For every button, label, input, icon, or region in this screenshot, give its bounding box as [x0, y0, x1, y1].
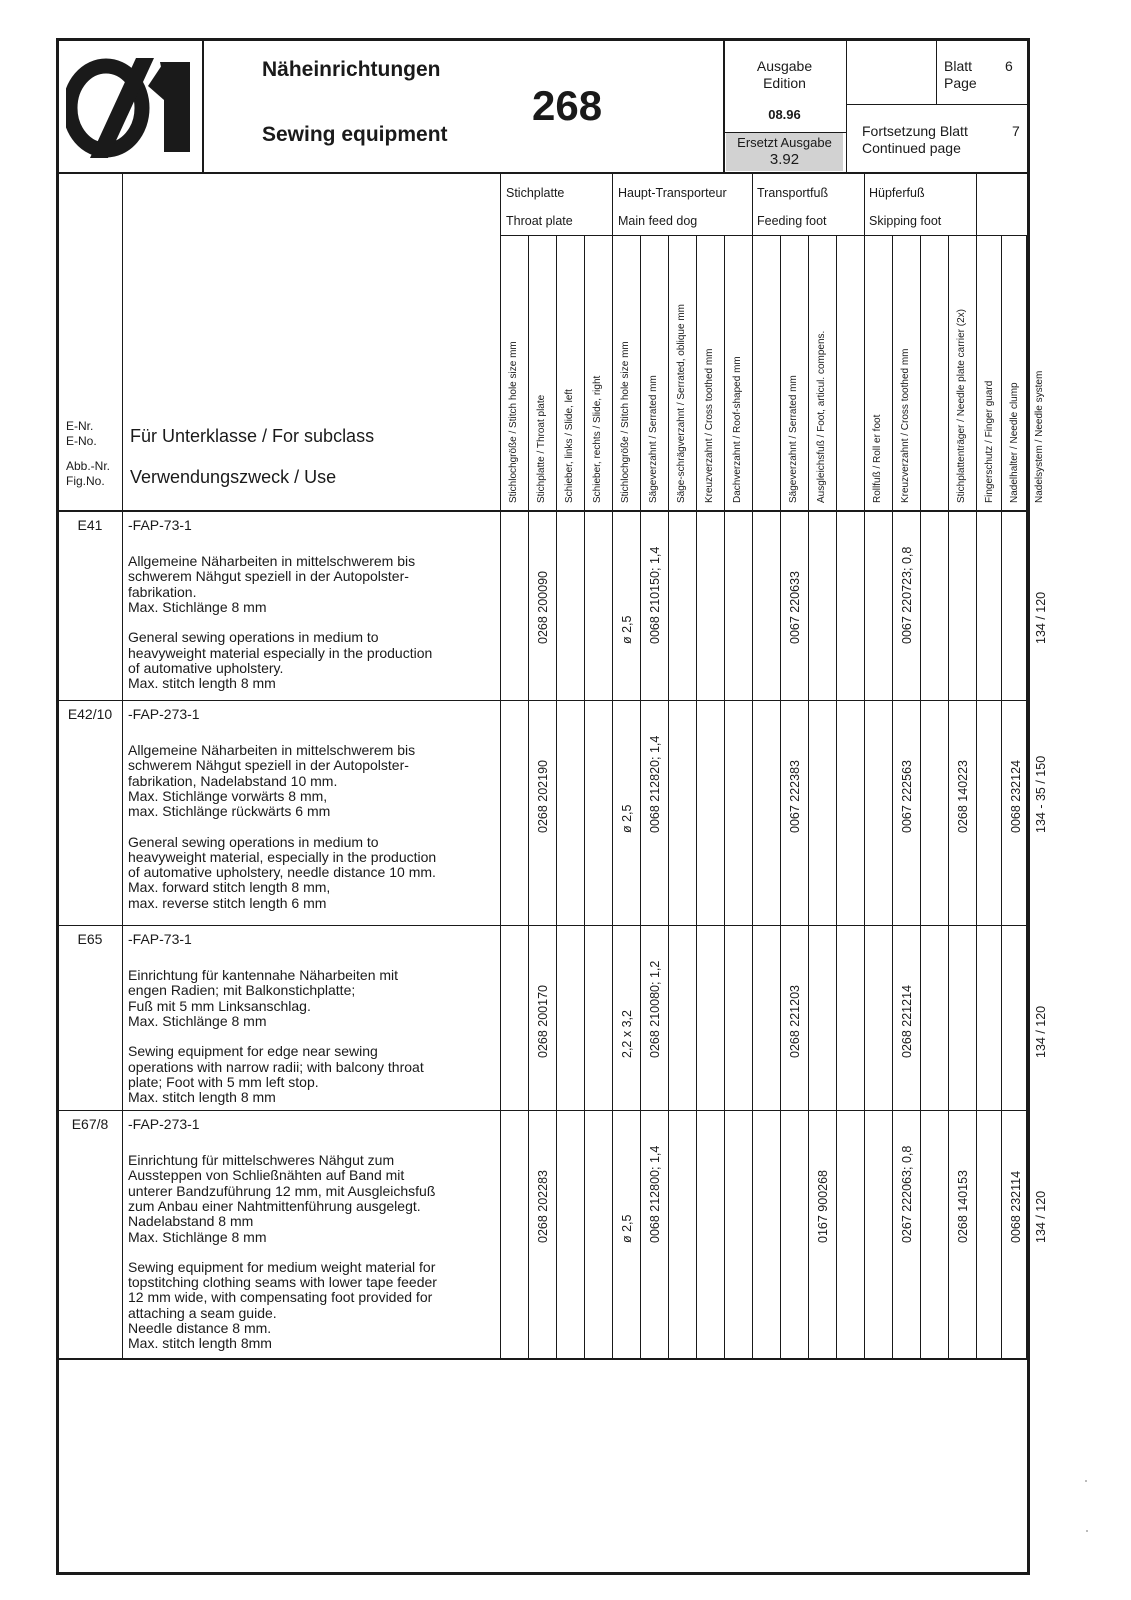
col-divider	[808, 235, 809, 1359]
table-cell: 2,2 x 3,2	[620, 1010, 634, 1058]
use-line-en: topstitching clothing seams with lower tape feeder	[128, 1274, 437, 1291]
table-cell: 0268 202190	[536, 760, 550, 833]
table-cell: 0068 232124	[1009, 760, 1023, 833]
col-divider	[668, 235, 669, 1359]
header-divider	[846, 38, 847, 173]
use-line-en: plate; Foot with 5 mm left stop.	[128, 1073, 319, 1090]
col-divider	[696, 235, 697, 1359]
replaces-value: 3.92	[769, 151, 800, 168]
row-subclass: -FAP-273-1	[128, 706, 200, 722]
table-cell: 0268 202283	[536, 1170, 550, 1243]
column-header: Dachverzahnt / Roof-shaped mm	[732, 356, 743, 503]
column-header: Rollfuß / Roll er foot	[872, 414, 883, 503]
table-cell: 0068 212800; 1,4	[648, 1145, 662, 1243]
col-divider	[752, 235, 753, 1359]
col-divider	[836, 235, 837, 1359]
table-cell: 0268 140223	[956, 760, 970, 833]
outer-border-left	[56, 38, 59, 1575]
group-header-de: Hüpferfuß	[869, 186, 925, 200]
table-cell: 0068 232114	[1009, 1170, 1023, 1243]
table-cell: 0067 222563	[900, 760, 914, 833]
col-divider-eno	[122, 173, 123, 1360]
use-line-de: schwerem Nähgut speziell in der Autopolster-	[128, 757, 409, 774]
table-cell: 0067 220723; 0,8	[900, 546, 914, 644]
group-header-de: Haupt-Transporteur	[618, 186, 727, 200]
edition-label-de: Ausgabe	[756, 58, 813, 74]
fig-header-de: Abb.-Nr.	[66, 459, 111, 473]
use-line-de: Fuß mit 5 mm Linksanschlag.	[128, 997, 311, 1014]
use-line-en: of automative upholstery, needle distance 10 mm.	[128, 864, 436, 881]
class-number: 268	[532, 82, 603, 129]
table-cell: 134 - 35 / 150	[1034, 755, 1048, 833]
table-cell: 0267 222063; 0,8	[900, 1145, 914, 1243]
col-divider	[920, 235, 921, 1359]
use-header: Verwendungszweck / Use	[130, 467, 337, 487]
use-line-en: Sewing equipment for medium weight material for	[128, 1258, 436, 1275]
table-cell: ø 2,5	[620, 804, 634, 833]
row-subclass: -FAP-273-1	[128, 1116, 200, 1132]
table-cell: ø 2,5	[620, 1214, 634, 1243]
edition-value: 08.96	[768, 107, 801, 122]
col-divider	[556, 235, 557, 1359]
column-header: Stichplatte / Throat plate	[536, 394, 547, 503]
use-line-de: Allgemeine Näharbeiten in mittelschwerem bis	[128, 553, 416, 569]
col-divider	[1001, 235, 1002, 1359]
group-header-en: Throat plate	[506, 214, 573, 228]
column-header: Stichlochgröße / Stitch hole size mm	[620, 341, 631, 503]
use-line-de: Einrichtung für kantennahe Näharbeiten mit	[128, 967, 399, 983]
col-divider	[640, 235, 641, 1359]
use-line-en: heavyweight material, especially in the production	[128, 848, 437, 865]
group-divider	[752, 173, 753, 235]
use-line-de: Aussteppen von Schließnähten auf Band mit	[128, 1167, 405, 1184]
group-header-line	[500, 235, 1029, 236]
row-divider	[56, 1110, 1029, 1111]
use-line-de: max. Stichlänge rückwärts 6 mm	[128, 803, 331, 820]
col-divider	[948, 235, 949, 1359]
row-eno: E67/8	[71, 1116, 109, 1132]
row-eno: E42/10	[67, 706, 113, 722]
column-header: Stichlochgröße / Stitch hole size mm	[508, 341, 519, 503]
col-divider	[584, 235, 585, 1359]
column-header: Stichplattenträger / Needle plate carrier (2x)	[956, 309, 967, 503]
table-cell: 0268 200090	[536, 571, 550, 644]
use-line-en: 12 mm wide, with compensating foot provided for	[128, 1289, 433, 1306]
table-cell: 0167 900268	[816, 1170, 830, 1243]
use-line-en: Max. forward stitch length 8 mm,	[128, 879, 331, 896]
use-line-en: Max. stitch length 8 mm	[128, 675, 276, 692]
use-line-en: of automative upholstery.	[128, 659, 284, 676]
column-header: Sägeverzahnt / Serrated mm	[648, 375, 659, 503]
use-line-de: Max. Stichlänge 8 mm	[128, 1228, 267, 1245]
col-divider-use	[500, 173, 501, 1360]
use-line-de: Allgemeine Näharbeiten in mittelschwerem bis	[128, 742, 416, 758]
outer-border-right	[1027, 38, 1030, 1575]
fig-header-en: Fig.No.	[66, 474, 105, 488]
row-divider	[56, 925, 1029, 926]
col-divider	[976, 235, 977, 1359]
column-header: Kreuzverzahnt / Cross toothed mm	[900, 348, 911, 503]
use-line-en: heavyweight material especially in the production	[128, 644, 433, 661]
use-line-en: attaching a seam guide.	[128, 1304, 277, 1321]
use-line-en: General sewing operations in medium to	[128, 629, 379, 646]
row-divider	[56, 700, 1029, 701]
eno-header-de: E-Nr.	[66, 419, 94, 433]
group-header-de: Transportfuß	[757, 186, 829, 200]
column-header: Ausgleichsfuß / Foot, articul. compens.	[816, 330, 827, 503]
row-eno: E41	[77, 517, 103, 533]
use-line-en: operations with narrow radii; with balcony throat	[128, 1058, 424, 1075]
col-divider	[724, 235, 725, 1359]
continued-label-en: Continued page	[862, 140, 961, 156]
column-header: Nadelsystem / Needle system	[1034, 370, 1045, 503]
row-subclass: -FAP-73-1	[128, 517, 192, 533]
title-en: Sewing equipment	[262, 123, 448, 146]
table-cell: 0068 210150; 1,4	[648, 546, 662, 644]
outer-border-bottom	[56, 1572, 1029, 1575]
use-line-de: Einrichtung für mittelschweres Nähgut zum	[128, 1152, 395, 1168]
column-header: Kreuzverzahnt / Cross toothed mm	[704, 348, 715, 503]
brand-logo	[66, 48, 194, 164]
title-de: Näheinrichtungen	[262, 58, 441, 81]
column-header: Säge-schrägverzahnt / Serrated, oblique mm	[676, 304, 687, 503]
column-header: Sägeverzahnt / Serrated mm	[788, 375, 799, 503]
group-divider	[976, 173, 977, 235]
group-divider	[612, 173, 613, 235]
table-cell: ø 2,5	[620, 615, 634, 644]
group-divider	[864, 173, 865, 235]
column-header: Schieber, links / Slide, left	[564, 389, 575, 503]
continued-page-number: 7	[1012, 123, 1020, 139]
group-header-en: Skipping foot	[869, 214, 942, 228]
table-cell: 0268 210080; 1,2	[648, 960, 662, 1058]
header-divider	[202, 38, 204, 173]
group-header-en: Main feed dog	[618, 214, 698, 228]
table-cell: 0068 212820; 1,4	[648, 735, 662, 833]
use-line-en: Sewing equipment for edge near sewing	[128, 1043, 378, 1060]
col-divider	[1026, 235, 1027, 1359]
row-subclass: -FAP-73-1	[128, 931, 192, 947]
table-cell: 134 / 120	[1034, 591, 1048, 644]
use-line-en: max. reverse stitch length 6 mm	[128, 894, 327, 911]
use-line-en: Max. stitch length 8mm	[128, 1335, 272, 1352]
use-line-de: Max. Stichlänge vorwärts 8 mm,	[128, 787, 328, 804]
scan-mark	[1086, 1530, 1088, 1532]
use-line-de: Nadelabstand 8 mm	[128, 1213, 254, 1230]
use-line-de: Max. Stichlänge 8 mm	[128, 1012, 267, 1029]
column-header: Schieber, rechts / Slide, right	[592, 375, 603, 503]
col-divider	[892, 235, 893, 1359]
group-header-de: Stichplatte	[506, 186, 565, 200]
subclass-header: Für Unterklasse / For subclass	[130, 426, 375, 446]
table-cell: 0268 221203	[788, 985, 802, 1058]
continued-label-de: Fortsetzung Blatt	[862, 123, 968, 139]
use-line-de: schwerem Nähgut speziell in der Autopolster-	[128, 568, 409, 585]
use-line-de: fabrikation.	[128, 583, 197, 600]
use-line-de: engen Radien; mit Balkonstichplatte;	[128, 982, 356, 999]
page-label-de: Blatt	[944, 58, 973, 74]
table-bottom	[56, 1358, 1029, 1360]
table-cell: 0067 220633	[788, 571, 802, 644]
use-line-de: zum Anbau einer Nahtmittenführung ausgelegt.	[128, 1197, 421, 1214]
col-divider	[864, 235, 865, 1359]
use-line-en: Max. stitch length 8 mm	[128, 1089, 276, 1106]
group-header-en: Feeding foot	[757, 214, 827, 228]
table-header-bottom	[56, 510, 1029, 512]
column-header: Fingerschutz / Finger guard	[984, 380, 995, 503]
eno-header-en: E-No.	[66, 434, 97, 448]
use-line-en: General sewing operations in medium to	[128, 833, 379, 850]
header-divider	[936, 38, 937, 105]
table-cell: 0268 140153	[956, 1170, 970, 1243]
column-header: Nadelhalter / Needle clump	[1009, 382, 1020, 503]
edition-label-en: Edition	[763, 75, 806, 91]
use-line-de: fabrikation, Nadelabstand 10 mm.	[128, 772, 338, 789]
scan-mark	[1085, 1480, 1087, 1482]
page-number: 6	[1005, 58, 1013, 74]
replaces-label: Ersetzt Ausgabe	[737, 135, 832, 150]
header-divider	[846, 104, 1029, 105]
use-line-de: Max. Stichlänge 8 mm	[128, 598, 267, 615]
table-cell: 0067 222383	[788, 760, 802, 833]
use-line-en: Needle distance 8 mm.	[128, 1320, 272, 1336]
use-line-de: unterer Bandzuführung 12 mm, mit Ausgleichsfuß	[128, 1182, 436, 1199]
table-cell: 134 / 120	[1034, 1005, 1048, 1058]
table-cell: 134 / 120	[1034, 1190, 1048, 1243]
col-divider	[612, 235, 613, 1359]
col-divider	[780, 235, 781, 1359]
table-cell: 0268 221214	[900, 985, 914, 1058]
page-label-en: Page	[944, 75, 977, 91]
col-divider	[528, 235, 529, 1359]
row-eno: E65	[77, 931, 103, 947]
table-cell: 0268 200170	[536, 985, 550, 1058]
